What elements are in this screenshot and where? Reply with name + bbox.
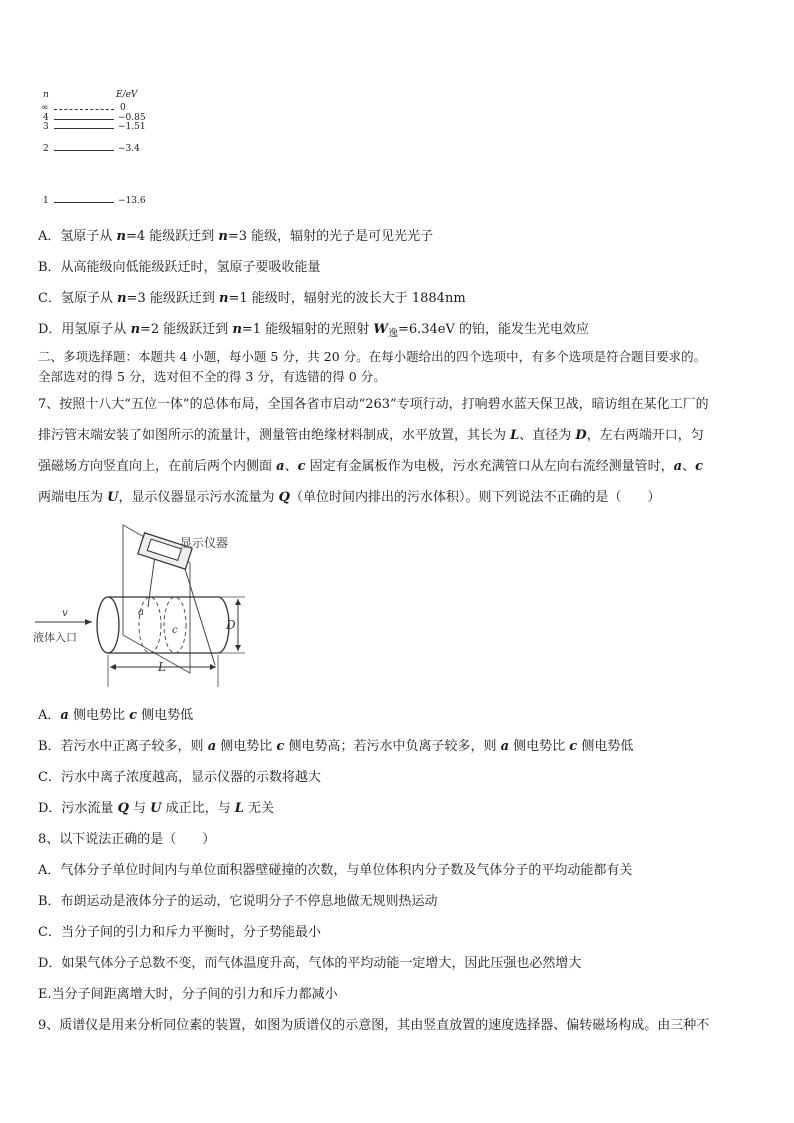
electrode-c-label: c [172,625,178,636]
level-e-1: −13.6 [118,196,146,206]
q6-option-a: A．氢原子从 n=4 能级跃迁到 n=3 能级，辐射的光子是可见光光子 [38,229,434,244]
pipe-left-end [97,597,119,653]
level-e-3: −1.51 [118,122,146,132]
q8-stem: 8、以下说法正确的是（ ） [38,832,216,847]
d-arrow-top [235,599,241,605]
level-e-4: −0.85 [118,113,146,123]
length-label: L [158,660,166,674]
q7-stem-line1: 7、按照十八大“五位一体”的总体布局，全国各省市启动“263”专项行动，打响碧水蓝天保卫战，暗访组在某化工厂的 [38,397,709,412]
q7-stem-line4: 两端电压为 U，显示仪器显示污水流量为 Q（单位时间内排出的污水体积）。则下列说法不正确的是（ ） [38,490,661,505]
q6-option-b: B．从高能级向低能级跃迁时，氢原子要吸收能量 [38,260,321,275]
level-line-4 [54,119,114,120]
electrode-section-a [139,597,161,653]
q7-stem-line3: 强磁场方向竖直向上，在前后两个内侧面 a、c 固定有金属板作为电极，污水充满管口从左向右流经测量管时，a、c [38,459,704,474]
q7-option-c: C．污水中离子浓度越高，显示仪器的示数将越大 [38,770,321,785]
q7-option-b: B．若污水中正离子较多，则 a 侧电势比 c 侧电势高；若污水中负离子较多，则 a 侧电势比 c 侧电势低 [38,739,634,754]
q8-option-e: E.当分子间距离增大时，分子间的引力和斥力都减小 [38,987,338,1002]
level-line-3 [54,128,114,129]
level-n-3: 3 [43,122,49,132]
q8-option-d: D．如果气体分子总数不变，而气体温度升高，气体的平均动能一定增大，因此压强也必然增大 [38,956,582,971]
display-instrument-label: 显示仪器 [180,536,229,550]
level-line-inf [54,109,114,110]
q8-option-b: B．布朗运动是液体分子的运动，它说明分子不停息地做无规则热运动 [38,894,438,909]
q7-option-a: A．a 侧电势比 c 侧电势低 [38,708,194,723]
q7-stem-line2: 排污管末端安装了如图所示的流量计，测量管由绝缘材料制成，水平放置，其长为 L、直径为 D，左右两端开口，匀 [38,428,704,443]
q9-stem-line1: 9、质谱仪是用来分析同位素的装置，如图为质谱仪的示意图，其由竖直放置的速度选择器、偏转磁场构成。由三种不 [38,1018,710,1033]
level-e-inf: 0 [120,103,126,113]
flowmeter-figure [30,515,270,695]
velocity-label: v [62,608,68,619]
level-e-2: −3.4 [118,144,140,154]
level-line-1 [54,202,114,203]
q6-option-c: C．氢原子从 n=3 能级跃迁到 n=1 能级时，辐射光的波长大于 1884nm [38,291,466,306]
q6-option-d: D．用氢原子从 n=2 能级跃迁到 n=1 能级辐射的光照射 $W_逸=6.34eV$ 的铂，能发生光电效应 [38,322,590,340]
inlet-label: 液体入口 [33,631,77,644]
section2-line1: 二、多项选择题：本题共 4 小题，每小题 5 分，共 20 分。在每小题给出的四个选项中，有多个选项是符合题目要求的。 [38,349,707,364]
level-line-2 [54,150,114,151]
l-arrow-left [110,664,116,670]
q8-option-c: C．当分子间的引力和斥力平衡时，分子势能最小 [38,925,321,940]
section2-line2: 全部选对的得 5 分，选对但不全的得 3 分，有选错的得 0 分。 [38,369,386,384]
level-n-1: 1 [43,196,49,206]
inlet-arrowhead [85,619,92,625]
q8-option-a: A．气体分子单位时间内与单位面积器壁碰撞的次数，与单位体积内分子数及气体分子的平均动能都有关 [38,863,633,878]
level-n-inf: ∞ [41,103,49,113]
diameter-label: D [226,618,236,632]
q7-option-d: D．污水流量 Q 与 U 成正比，与 L 无关 [38,801,275,816]
level-n-4: 4 [43,113,49,123]
electrode-a-label: a [138,607,144,618]
axis-energy-label: E/eV [116,90,138,100]
d-arrow-bottom [235,645,241,651]
axis-n-label: n [43,90,49,100]
level-n-2: 2 [43,144,49,154]
